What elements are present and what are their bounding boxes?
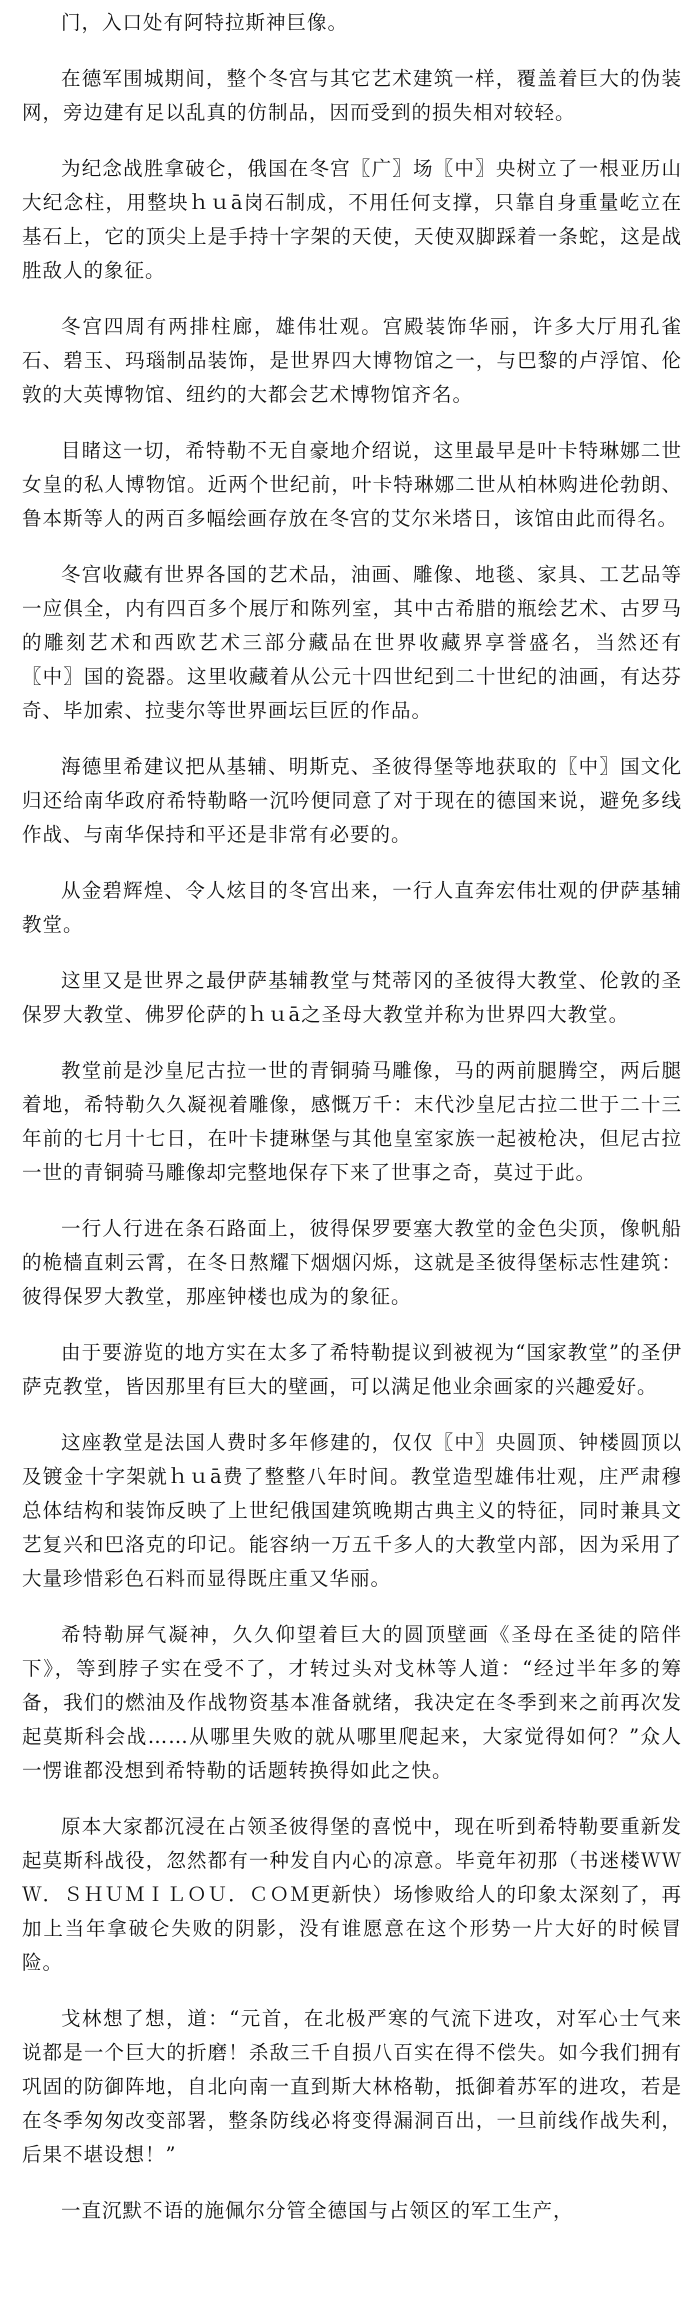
paragraph: 海德里希建议把从基辅、明斯克、圣彼得堡等地获取的〖中〗国文化归还给南华政府希特勒略一沉吟便同意了对于现在的德国来说，避免多线作战、与南华保持和平还是非常有必要的。 (22, 755, 682, 846)
paragraph: 为纪念战胜拿破仑，俄国在冬宫〖广〗场〖中〗央树立了一根亚历山大纪念柱，用整块ｈｕā岗石制成，不用任何支撑，只靠自身重量屹立在基石上，它的顶尖上是手持十字架的天使，天使双脚踩着一条蛇，这是战胜敌人的象征。 (22, 157, 682, 282)
paragraph: 希特勒屏气凝神，久久仰望着巨大的圆顶壁画《圣母在圣徒的陪伴下》，等到脖子实在受不了，才转过头对戈林等人道：“经过半年多的筹备，我们的燃油及作战物资基本准备就绪，我决定在冬季到来之前再次发起莫斯科会战……从哪里失败的就从哪里爬起来，大家觉得如何？”众人一愣谁都没想到希特勒的话题转换得如此之快。 (22, 1623, 682, 1782)
paragraph: 由于要游览的地方实在太多了希特勒提议到被视为“国家教堂”的圣伊萨克教堂，皆因那里有巨大的壁画，可以满足他业余画家的兴趣爱好。 (22, 1341, 682, 1398)
paragraph: 在德军围城期间，整个冬宫与其它艺术建筑一样，覆盖着巨大的伪装网，旁边建有足以乱真的仿制品，因而受到的损失相对较轻。 (22, 67, 682, 124)
paragraph: 教堂前是沙皇尼古拉一世的青铜骑马雕像，马的两前腿腾空，两后腿着地，希特勒久久凝视着雕像，感慨万千：末代沙皇尼古拉二世于二十三年前的七月十七日，在叶卡捷琳堡与其他皇室家族一起被枪决，但尼古拉一世的青铜骑马雕像却完整地保存下来了世事之奇，莫过于此。 (22, 1059, 682, 1184)
paragraph: 原本大家都沉浸在占领圣彼得堡的喜悦中，现在听到希特勒要重新发起莫斯科战役，忽然都有一种发自内心的凉意。毕竟年初那（书迷楼ＷＷＷ．ＳＨＵＭＩＬＯＵ．ＣＯＭ更新快）场惨败给人的印象太深刻了，再加上当年拿破仑失败的阴影，没有谁愿意在这个形势一片大好的时候冒险。 (22, 1815, 682, 1974)
paragraph: 冬宫收藏有世界各国的艺术品，油画、雕像、地毯、家具、工艺品等一应俱全，内有四百多个展厅和陈列室，其中古希腊的瓶绘艺术、古罗马的雕刻艺术和西欧艺术三部分藏品在世界收藏界享誉盛名，当然还有〖中〗国的瓷器。这里收藏着从公元十四世纪到二十世纪的油画，有达芬奇、毕加索、拉斐尔等世界画坛巨匠的作品。 (22, 563, 682, 722)
paragraph: 一直沉默不语的施佩尔分管全德国与占领区的军工生产， (61, 2199, 574, 2222)
paragraph: 门，入口处有阿特拉斯神巨像。 (61, 11, 349, 34)
paragraph: 从金碧辉煌、令人炫目的冬宫出来，一行人直奔宏伟壮观的伊萨基辅教堂。 (22, 879, 682, 936)
paragraph: 冬宫四周有两排柱廊，雄伟壮观。宫殿装饰华丽，许多大厅用孔雀石、碧玉、玛瑙制品装饰，是世界四大博物馆之一，与巴黎的卢浮馆、伦敦的大英博物馆、纽约的大都会艺术博物馆齐名。 (22, 315, 682, 406)
paragraph: 这座教堂是法国人费时多年修建的，仅仅〖中〗央圆顶、钟楼圆顶以及镀金十字架就ｈｕā费了整整八年时间。教堂造型雄伟壮观，庄严肃穆总体结构和装饰反映了上世纪俄国建筑晚期古典主义的特征，同时兼具文艺复兴和巴洛克的印记。能容纳一万五千多人的大教堂内部，因为采用了大量珍惜彩色石料而显得既庄重又华丽。 (22, 1431, 682, 1590)
paragraph: 目睹这一切，希特勒不无自豪地介绍说，这里最早是叶卡特琳娜二世女皇的私人博物馆。近两个世纪前，叶卡特琳娜二世从柏林购进伦勃朗、鲁本斯等人的两百多幅绘画存放在冬宫的艾尔米塔日，该馆由此而得名。 (22, 439, 682, 530)
paragraph: 这里又是世界之最伊萨基辅教堂与梵蒂冈的圣彼得大教堂、伦敦的圣保罗大教堂、佛罗伦萨的ｈｕā之圣母大教堂并称为世界四大教堂。 (22, 969, 682, 1026)
paragraph: 一行人行进在条石路面上，彼得保罗要塞大教堂的金色尖顶，像帆船的桅樯直刺云霄，在冬日熬耀下烟烟闪烁，这就是圣彼得堡标志性建筑：彼得保罗大教堂，那座钟楼也成为的象征。 (22, 1217, 682, 1308)
paragraph: 戈林想了想，道：“元首，在北极严寒的气流下进攻，对军心士气来说都是一个巨大的折磨！杀敌三千自损八百实在得不偿失。如今我们拥有巩固的防御阵地，自北向南一直到斯大林格勒，抵御着苏军的进攻，若是在冬季匆匆改变部署，整条防线必将变得漏洞百出，一旦前线作战失利，后果不堪设想！” (22, 2007, 682, 2166)
